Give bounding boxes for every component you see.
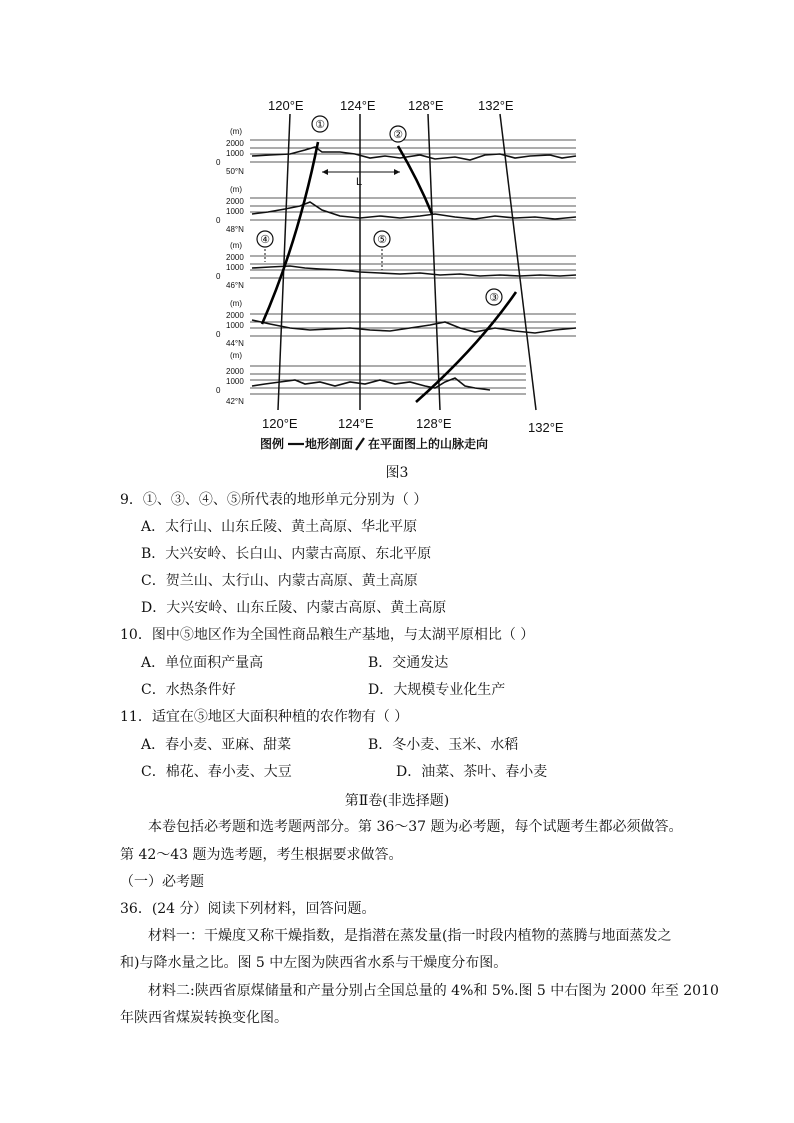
svg-text:44°N: 44°N xyxy=(226,339,244,348)
lon-bottom-124: 124°E xyxy=(338,416,374,431)
svg-text:42°N: 42°N xyxy=(226,397,244,406)
svg-text:L: L xyxy=(356,176,363,188)
svg-text:(m): (m) xyxy=(230,299,242,308)
q10-option-d: D．大规模专业化生产 xyxy=(368,682,506,698)
svg-text:46°N: 46°N xyxy=(226,281,244,290)
q10-stem: 10．图中⑤地区作为全国性商品粮生产基地，与太湖平原相比（ ） xyxy=(120,627,535,643)
svg-text:在平面图上的山脉走向: 在平面图上的山脉走向 xyxy=(368,437,489,451)
svg-text:0: 0 xyxy=(216,158,221,167)
marker-1 xyxy=(312,116,328,132)
profile-band-46n xyxy=(216,241,576,290)
svg-text:0: 0 xyxy=(216,386,221,395)
svg-text:0: 0 xyxy=(216,330,221,339)
q11-option-d: D．油菜、茶叶、春小麦 xyxy=(396,764,548,780)
q9-option-a: A．太行山、山东丘陵、黄土高原、华北平原 xyxy=(141,519,418,535)
q11-option-b: B．冬小麦、玉米、水稻 xyxy=(368,737,519,753)
material-2-line-2: 年陕西省煤炭转换变化图。 xyxy=(120,1010,288,1026)
q9-option-d: D．大兴安岭、山东丘陵、内蒙古高原、黄土高原 xyxy=(141,600,447,616)
svg-text:地形剖面: 地形剖面 xyxy=(305,437,354,451)
svg-text:③: ③ xyxy=(489,292,499,304)
q11-stem: 11．适宜在⑤地区大面积种植的农作物有（ ） xyxy=(120,709,409,725)
lon-top-124: 124°E xyxy=(340,98,376,113)
svg-text:1000: 1000 xyxy=(226,207,244,216)
figure-legend xyxy=(260,436,488,451)
lon-bottom-132: 132°E xyxy=(528,420,564,435)
lon-bottom-128: 128°E xyxy=(416,416,452,431)
svg-text:2000: 2000 xyxy=(226,139,244,148)
profile-band-42n xyxy=(216,351,526,406)
q10-option-a: A．单位面积产量高 xyxy=(141,655,264,671)
material-2-line-1: 材料二:陕西省原煤储量和产量分别占全国总量的 4%和 5%.图 5 中右图为 2000 年至 2010 xyxy=(148,983,719,999)
svg-text:①: ① xyxy=(315,119,325,131)
svg-text:④: ④ xyxy=(260,234,270,246)
profile-band-48n xyxy=(216,185,576,234)
svg-text:1000: 1000 xyxy=(226,263,244,272)
svg-text:2000: 2000 xyxy=(226,197,244,206)
q9-option-c: C．贺兰山、太行山、内蒙古高原、黄土高原 xyxy=(141,573,418,589)
svg-text:0: 0 xyxy=(216,272,221,281)
intro-line-1: 本卷包括必考题和选考题两部分。第 36～37 题为必考题，每个试题考生都必须做答。 xyxy=(148,819,683,835)
lon-top-132: 132°E xyxy=(478,98,514,113)
q10-option-c: C．水热条件好 xyxy=(141,682,236,698)
material-1-line-2: 和)与降水量之比。图 5 中左图为陕西省水系与干燥度分布图。 xyxy=(120,955,508,971)
material-1-line-1: 材料一：干燥度又称干燥指数，是指潜在蒸发量(指一时段内植物的蒸腾与地面蒸发之 xyxy=(148,928,672,944)
q11-option-a: A．春小麦、亚麻、甜菜 xyxy=(141,737,292,753)
svg-text:(m): (m) xyxy=(230,127,242,136)
svg-text:2000: 2000 xyxy=(226,367,244,376)
svg-text:48°N: 48°N xyxy=(226,225,244,234)
svg-text:1000: 1000 xyxy=(226,149,244,158)
section-title: 第Ⅱ卷(非选择题) xyxy=(344,793,450,809)
q9-option-b: B．大兴安岭、长白山、内蒙古高原、东北平原 xyxy=(141,546,432,562)
distance-l xyxy=(322,169,400,188)
marker-2 xyxy=(390,126,406,142)
svg-text:②: ② xyxy=(393,129,403,141)
svg-text:(m): (m) xyxy=(230,185,242,194)
svg-text:图例: 图例 xyxy=(260,437,285,451)
svg-text:(m): (m) xyxy=(230,241,242,250)
q36-stem: 36．(24 分）阅读下列材料，回答问题。 xyxy=(120,901,376,917)
svg-text:(m): (m) xyxy=(230,351,242,360)
marker-4 xyxy=(257,231,273,262)
svg-text:⑤: ⑤ xyxy=(377,234,387,246)
figure-caption: 图3 xyxy=(385,465,409,481)
svg-text:1000: 1000 xyxy=(226,377,244,386)
q11-option-c: C．棉花、春小麦、大豆 xyxy=(141,764,292,780)
q10-option-b: B．交通发达 xyxy=(368,655,449,671)
marker-3 xyxy=(486,289,502,305)
figure-terrain-profiles xyxy=(210,92,590,452)
q9-stem: 9．①、③、④、⑤所代表的地形单元分别为（ ） xyxy=(120,492,428,508)
svg-text:0: 0 xyxy=(216,216,221,225)
lon-bottom-120: 120°E xyxy=(262,416,298,431)
svg-text:2000: 2000 xyxy=(226,311,244,320)
svg-text:2000: 2000 xyxy=(226,253,244,262)
lon-top-128: 128°E xyxy=(408,98,444,113)
svg-text:1000: 1000 xyxy=(226,321,244,330)
intro-line-2: 第 42～43 题为选考题，考生根据要求做答。 xyxy=(120,847,403,863)
part-heading: （一）必考题 xyxy=(120,874,204,890)
svg-text:50°N: 50°N xyxy=(226,167,244,176)
lon-top-120: 120°E xyxy=(268,98,304,113)
